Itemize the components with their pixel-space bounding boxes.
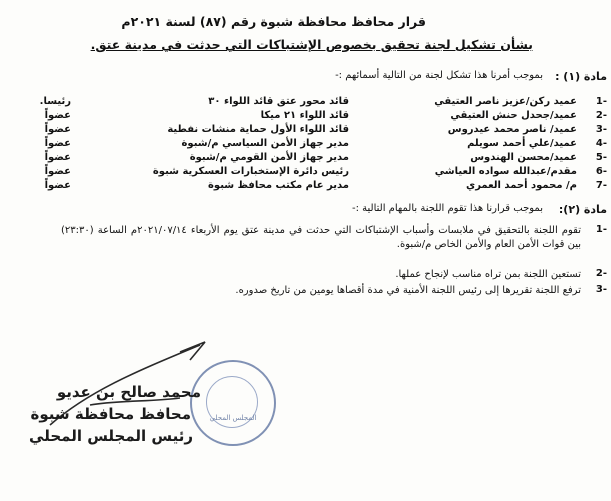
article2-label: مادة (٢): bbox=[558, 203, 607, 216]
member-num: -6 bbox=[595, 166, 607, 177]
task-number: -3 bbox=[595, 284, 607, 295]
task-text: تستعين اللجنة بمن تراه مناسب لإنجاح عملها. bbox=[395, 269, 581, 280]
member-name: عميد/ ناصر محمد عيدروس bbox=[447, 124, 577, 135]
decision-subject: بشأن تشكيل لجنة تحقيق بخصوص الإشتباكات التي حدثت في مدينة عتق. bbox=[90, 37, 533, 52]
member-num: -4 bbox=[595, 138, 607, 149]
member-num: -5 bbox=[595, 152, 607, 163]
stamp-text: المجلس المحلي bbox=[209, 414, 257, 422]
signatory-name: محمد صالح بن عديو bbox=[56, 383, 201, 401]
member-role: عضواً bbox=[44, 166, 71, 177]
member-name: عميد/محسن الهندوس bbox=[470, 152, 577, 163]
task-text: تقوم اللجنة بالتحقيق في ملابسات وأسباب الإشتباكات التي حدثت في مدينة عتق يوم الأربعاء ٢٠٢١/٠٧/١٤م الساعة (٢٣:٣٠) بين قوات الأمن العام والأمن الخاص م/شبوة. bbox=[61, 225, 581, 250]
article2-intro: بموجب قرارنا هذا تقوم اللجنة بالمهام التالية :- bbox=[352, 203, 543, 214]
member-name: عميد ركن/عزيز ناصر العتيقي bbox=[434, 96, 577, 107]
member-num: -3 bbox=[595, 124, 607, 135]
member-name: عميد/علي أحمد سويلم bbox=[467, 138, 577, 149]
member-role: عضواً bbox=[44, 110, 71, 121]
member-name: عميد/جحدل حنش العتيقي bbox=[450, 110, 577, 121]
signatory-title: محافظ محافظة شبوة bbox=[30, 405, 191, 423]
task-number: -2 bbox=[595, 268, 607, 279]
member-num: -1 bbox=[595, 96, 607, 107]
member-name: م/ محمود أحمد العمري bbox=[466, 180, 577, 191]
member-role: رئيسا. bbox=[39, 96, 71, 107]
signatory-council-title: رئيس المجلس المحلي bbox=[29, 427, 193, 445]
member-name: مقدم/عبدالله سواده العياشي bbox=[434, 166, 577, 177]
member-role: عضواً bbox=[44, 124, 71, 135]
article1-label: مادة (١) : bbox=[555, 70, 607, 83]
decision-title: قرار محافظ محافظة شبوة رقم (٨٧) لسنة ٢٠٢١م bbox=[121, 14, 426, 29]
member-role: عضواً bbox=[44, 138, 71, 149]
article1-intro: بموجب أمرنا هذا تشكل لجنة من التالية أسمائهم :- bbox=[335, 70, 543, 81]
member-num: -7 bbox=[595, 180, 607, 191]
task-number: -1 bbox=[595, 224, 607, 235]
member-position: مدير جهاز الأمن السياسي م/شبوة bbox=[181, 138, 349, 149]
member-position: قائد محور عتق قائد اللواء ٣٠ bbox=[208, 96, 349, 107]
member-role: عضواً bbox=[44, 180, 71, 191]
member-position: قائد اللواء ٢١ ميكا bbox=[260, 110, 349, 121]
task-text: ترفع اللجنة تقريرها إلى رئيس اللجنة الأمنية في مدة أقصاها يومين من تاريخ صدوره. bbox=[235, 285, 581, 296]
member-position: قائد اللواء الأول حماية منشات نفطية bbox=[167, 124, 349, 135]
member-role: عضواً bbox=[44, 152, 71, 163]
member-num: -2 bbox=[595, 110, 607, 121]
member-position: رئيس دائرة الإستخبارات العسكرية شبوة bbox=[152, 166, 349, 177]
member-position: مدير جهاز الأمن القومي م/شبوة bbox=[189, 152, 349, 163]
member-position: مدير عام مكتب محافظ شبوة bbox=[208, 180, 349, 191]
